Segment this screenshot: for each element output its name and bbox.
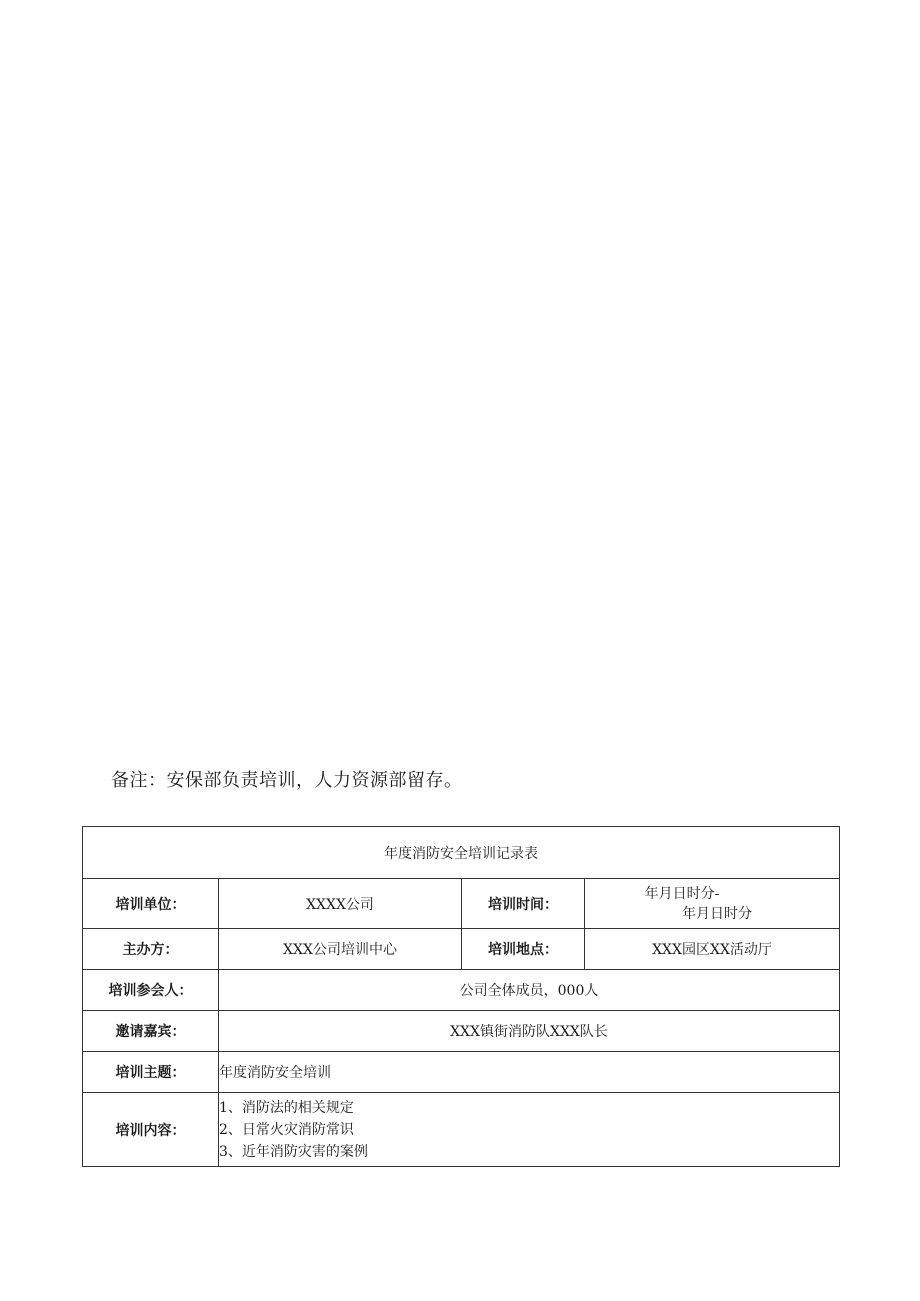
host-label: 主办方： <box>83 929 219 970</box>
time-value <box>585 879 840 929</box>
participants-value: 公司全体成员，000人 <box>219 970 840 1011</box>
location-label: 培训地点： <box>462 929 585 970</box>
time-start: 年月日时分- <box>644 885 720 902</box>
content-value <box>219 1093 840 1167</box>
footnote: 备注：安保部负责培训，人力资源部留存。 <box>111 770 463 791</box>
content-label: 培训内容： <box>83 1093 219 1167</box>
host-value: XXX公司培训中心 <box>219 929 462 970</box>
participants-label: 培训参会人： <box>83 970 219 1011</box>
guest-value: XXX镇街消防队XXX队长 <box>219 1011 840 1052</box>
training-record-table <box>82 826 840 1167</box>
guest-label: 邀请嘉宾： <box>83 1011 219 1052</box>
content-item: 1、消防法的相关规定 <box>219 1099 354 1116</box>
topic-label: 培训主题： <box>83 1052 219 1093</box>
unit-value: XXXX公司 <box>219 879 462 929</box>
unit-label: 培训单位： <box>83 879 219 929</box>
content-item: 3、近年消防灾害的案例 <box>219 1143 368 1160</box>
time-end: 年月日时分 <box>682 905 752 922</box>
topic-value: 年度消防安全培训 <box>219 1052 840 1093</box>
time-label: 培训时间： <box>462 879 585 929</box>
table-title: 年度消防安全培训记录表 <box>83 827 840 879</box>
location-value: XXX园区XX活动厅 <box>585 929 840 970</box>
content-item: 2、日常火灾消防常识 <box>219 1121 354 1138</box>
